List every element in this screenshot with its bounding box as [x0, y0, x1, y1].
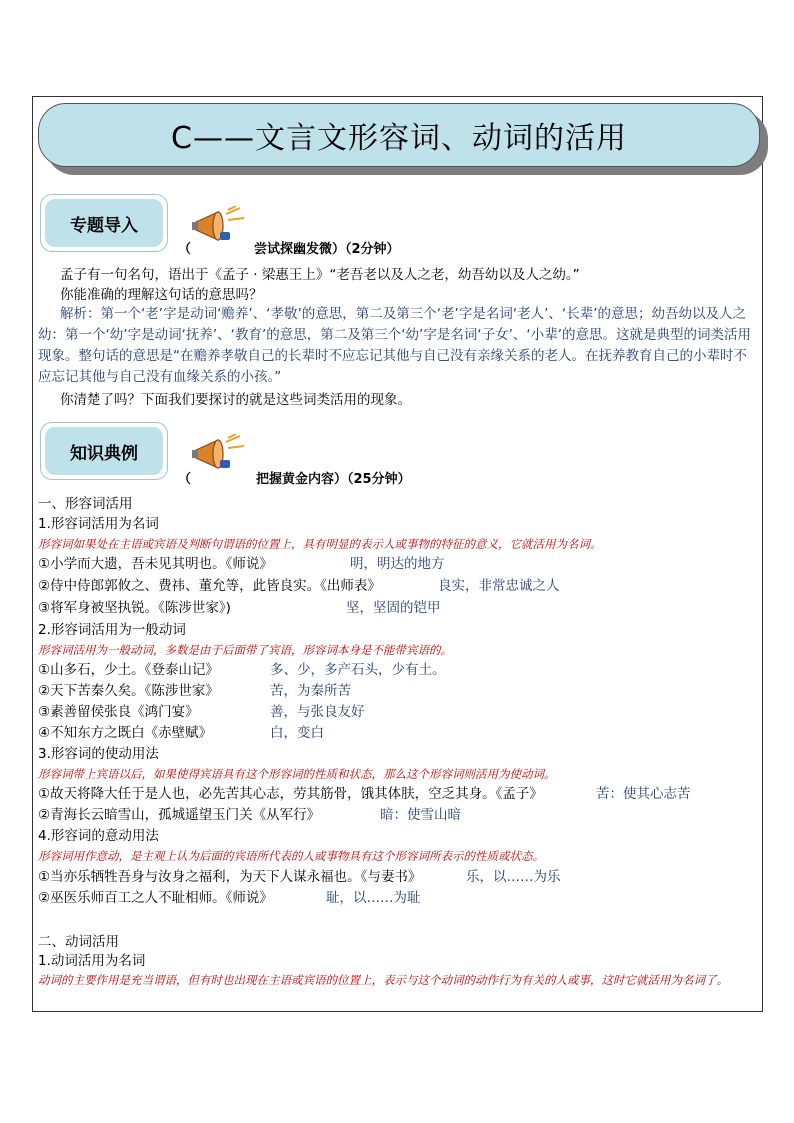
example-answer: 良实，非常忠诚之人 — [438, 578, 560, 594]
example-line: ①小学而大遗，吾未见其明也。《师说》 — [38, 556, 273, 572]
example-line: ②天下苦秦久矣。《陈涉世家》 — [38, 683, 219, 699]
example-answer: 善，与张良友好 — [270, 704, 365, 720]
megaphone-icon-2 — [190, 434, 248, 478]
title-banner — [38, 103, 760, 167]
rule-2: 形容词活用为一般动词，多数是由于后面带了宾语，形容词本身是不能带宾语的。 — [38, 643, 452, 657]
example-answer: 白，变白 — [270, 725, 324, 741]
example-answer: 耻，以……为耻 — [326, 890, 421, 906]
example-line: ③素善留侯张良《鸿门宴》 — [38, 704, 199, 720]
example-line: ③将军身被坚执锐。《陈涉世家》) — [38, 600, 231, 616]
example-line: ②巫医乐师百工之人不耻相师。《师说》 — [38, 890, 273, 906]
rule-1: 形容词如果处在主语或宾语及判断句谓语的位置上，具有明显的表示人或事物的特征的意义，它就活用为名词。 — [38, 537, 602, 551]
subheading-verb-1: 1.动词活用为名词 — [38, 953, 146, 969]
example-line: ②侍中侍郎郭攸之、费祎、董允等，此皆良实。《出师表》 — [38, 578, 381, 594]
example-line: ①故天将降大任于是人也，必先苦其心志，劳其筋骨，饿其体肤，空乏其身。《孟子》 — [38, 786, 543, 802]
example-line: ②青海长云暗雪山，孤城遥望玉门关《从军行》 — [38, 807, 321, 823]
subheading-2: 2.形容词活用为一般动词 — [38, 622, 186, 638]
subheading-4: 4.形容词的意动用法 — [38, 828, 159, 844]
example-answer: 暗：使雪山暗 — [380, 807, 461, 823]
rule-4: 形容词用作意动，是主观上认为后面的宾语所代表的人或事物具有这个形容词所表示的性质或状态。 — [38, 849, 544, 863]
subheading-3: 3.形容词的使动用法 — [38, 746, 159, 762]
rule-3: 形容词带上宾语以后，如果使得宾语具有这个形容词的性质和状态，那么这个形容词则活用为使动词。 — [38, 767, 556, 781]
intro-outro: 你清楚了吗？下面我们要探讨的就是这些词类活用的现象。 — [60, 392, 411, 408]
example-answer: 明，明达的地方 — [350, 556, 445, 572]
section-tab-knowledge-label: 知识典例 — [45, 427, 163, 475]
example-answer: 多、少，多产石头，少有土。 — [270, 662, 446, 678]
megaphone-icon — [190, 206, 248, 250]
section-tab-intro — [40, 194, 168, 252]
section1-note-open: （ — [178, 242, 192, 257]
intro-analysis: 解析：第一个‘老’字是动词‘赡养’、‘孝敬’的意思，第二及第三个‘老’字是名词‘老人’、‘长辈’的意思；幼吾幼以及人之幼：第一个‘幼’字是动词‘抚养’、‘教育’的意思，第二及第三个‘幼’字是名词‘子女’、‘小辈’的意思。这就是典型的词类活用现象。整句话的意思是“在赡养孝敬自己的长辈时不应忘记其他与自己没有亲缘关系的老人。在抚养教育自己的小辈时不应忘记其他与自己没有血缘关系的小孩。” — [38, 306, 751, 385]
example-line: ①山多石，少土。《登泰山记》 — [38, 662, 219, 678]
page-title: C——文言文形容词、动词的活用 — [171, 121, 627, 156]
intro-question: 你能准确的理解这句话的意思吗？ — [60, 287, 263, 303]
heading-verb: 二、动词活用 — [38, 934, 119, 950]
example-answer: 苦：使其心志苦 — [596, 786, 691, 802]
example-answer: 苦，为秦所苦 — [270, 683, 351, 699]
rule-5: 动词的主要作用是充当谓语，但有时也出现在主语或宾语的位置上，表示与这个动词的动作行为有关的人或事，这时它就活用为名词了。 — [38, 973, 728, 987]
example-line: ①当亦乐牺牲吾身与汝身之福利，为天下人谋永福也。《与妻书》 — [38, 869, 422, 885]
section1-note: 尝试探幽发微）（2分钟） — [254, 242, 400, 257]
example-line: ④不知东方之既白《赤壁赋》 — [38, 725, 213, 741]
example-answer: 坚，坚固的铠甲 — [346, 600, 441, 616]
section2-note-open: （ — [178, 472, 192, 487]
intro-quote: 孟子有一句名句，语出于《孟子 · 梁惠王上》“老吾老以及人之老，幼吾幼以及人之幼。” — [60, 267, 580, 283]
section2-note: 把握黄金内容）（25分钟） — [256, 472, 411, 487]
heading-adjective: 一、形容词活用 — [38, 496, 133, 512]
section-tab-knowledge — [40, 422, 168, 480]
subheading-1: 1.形容词活用为名词 — [38, 516, 159, 532]
example-answer: 乐，以……为乐 — [466, 869, 561, 885]
section-tab-intro-label: 专题导入 — [45, 199, 163, 247]
